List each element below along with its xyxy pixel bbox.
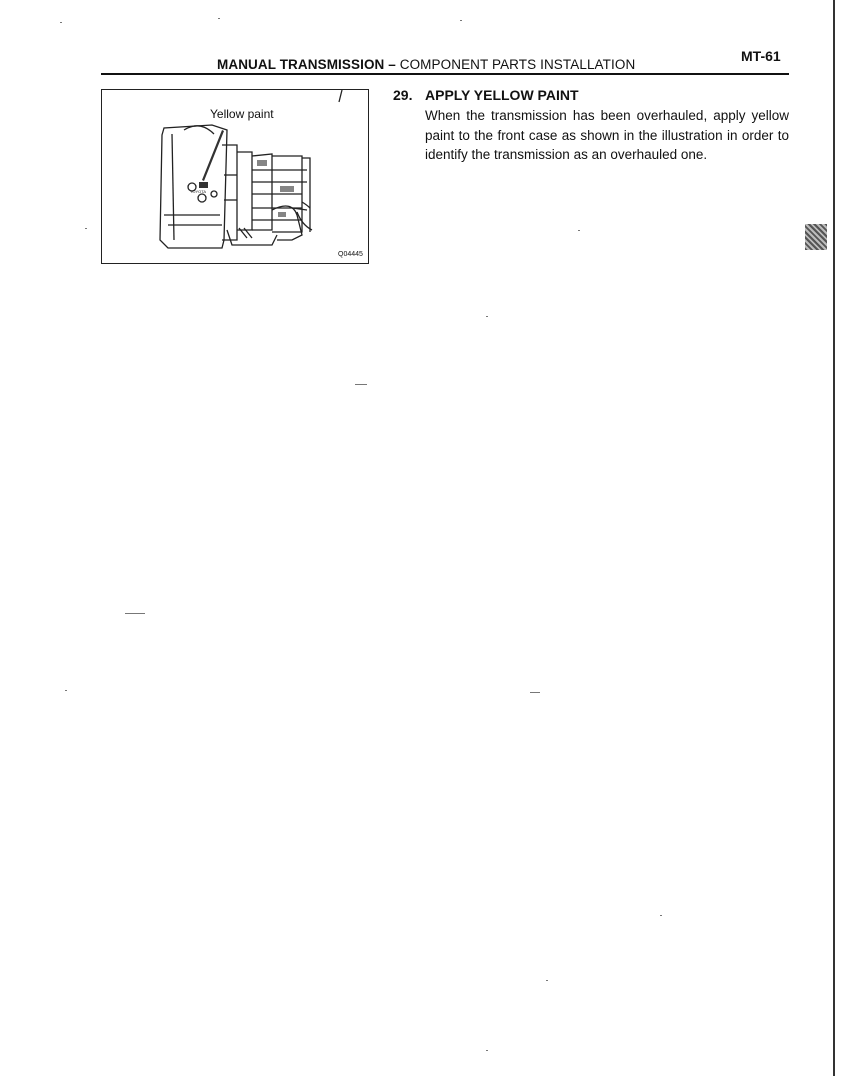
scan-speck xyxy=(460,20,462,21)
header-title-bold: MANUAL TRANSMISSION xyxy=(217,57,385,72)
step-body-text: When the transmission has been overhauled, apply yellow paint to the front case as shown in the illustration in order to identify the transmission as an overhauled one. xyxy=(425,108,789,162)
procedure-step xyxy=(393,87,790,165)
illustration-code: Q04445 xyxy=(338,251,363,258)
scan-speck xyxy=(486,316,488,317)
step-heading xyxy=(393,87,790,103)
page-number: MT-61 xyxy=(741,48,781,64)
scan-speck xyxy=(85,228,87,229)
svg-text:TOYOTA: TOYOTA xyxy=(190,189,207,194)
scan-speck xyxy=(486,1050,488,1051)
yellow-paint-label: Yellow paint xyxy=(210,107,274,121)
header-title-separator: – xyxy=(384,57,400,72)
scan-speck xyxy=(578,230,580,231)
scan-speck xyxy=(218,18,220,19)
step-number: 29. xyxy=(393,87,413,103)
header-rule xyxy=(101,73,789,75)
scan-speck xyxy=(60,22,62,23)
scan-speck xyxy=(660,915,662,916)
header-title-regular: COMPONENT PARTS INSTALLATION xyxy=(399,57,636,72)
step-title: APPLY YELLOW PAINT xyxy=(425,87,579,103)
page-header-title xyxy=(217,57,635,72)
transmission-illustration xyxy=(101,89,369,264)
scan-speck xyxy=(65,690,67,691)
scan-speck xyxy=(546,980,548,981)
scan-speck xyxy=(125,613,145,614)
section-tab-mark xyxy=(805,224,827,250)
scan-speck xyxy=(355,384,367,385)
scan-speck xyxy=(530,692,540,693)
page-edge-line xyxy=(833,0,835,1076)
